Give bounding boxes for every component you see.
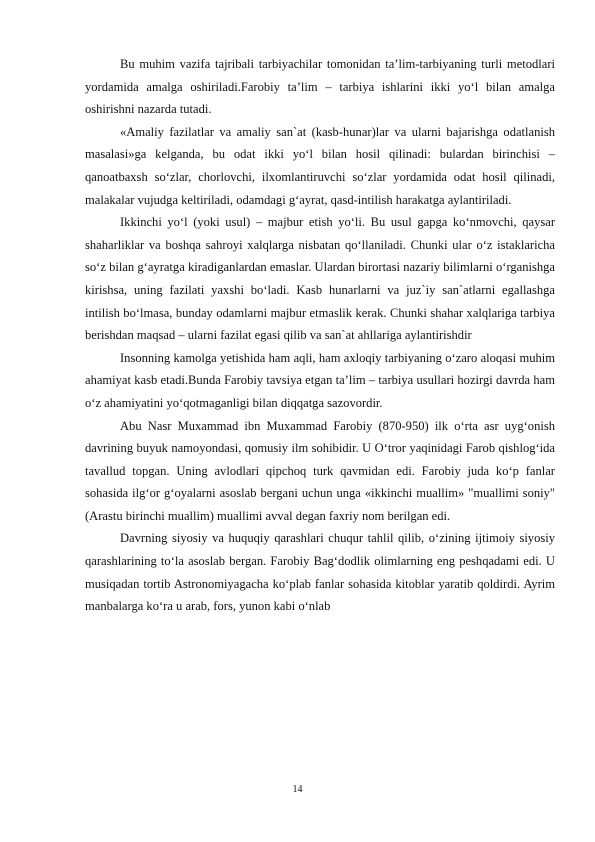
paragraph: Abu Nasr Muxammad ibn Muxammad Farobiy (870-950) ilk o‘rta asr uyg‘onish davrining buyuk namoyondasi, qomusiy ilm sohibidir. U O‘tror yaqinidagi Farob qishlog‘ida tavallud topgan. Uning avlodlari qipchoq turk qavmidan edi. Farobiy juda ko‘p fanlar sohasida ilg‘or g‘oyalarni asoslab bergani uchun unga «ikkinchi muallim» "muallimi soniy" (Arastu birinchi muallim) muallimi avval degan faxriy nom berilgan edi.: [85, 418, 555, 523]
document-page: [85, 53, 555, 618]
paragraph: «Amaliy fazilatlar va amaliy san`at (kasb-hunar)lar va ularni bajarishga odatlanish masalasi»ga kelganda, bu odat ikki yo‘l bilan hosil qilinadi: bulardan birinchisi – qanoatbaxsh so‘zlar, chorlovchi, ilxomlantiruvchi so‘zlar yordamida odat hosil qilinadi, malakalar vujudga keltiriladi, odamdagi g‘ayrat, qasd-intilish harakatga aylantiriladi.: [85, 124, 555, 207]
page-number: 14: [292, 784, 303, 795]
paragraph: Ikkinchi yo‘l (yoki usul) – majbur etish yo‘li. Bu usul gapga ko‘nmovchi, qaysar shaharliklar va boshqa sahroyi xalqlarga nisbatan qo‘llaniladi. Chunki ular o‘z istaklaricha so‘z bilan g‘ayratga kiradiganlardan emaslar. Ulardan birortasi nazariy bilimlarni o‘rganishga kirishsa, uning fazilati yaxshi bo‘ladi. Kasb hunarlarni va juz`iy san`atlarni egallashga intilish bo‘lmasa, bunday odamlarni majbur etmaslik kerak. Chunki shahar xalqlariga tarbiya berishdan maqsad – ularni fazilat egasi qilib va san`at ahllariga aylantirishdir: [85, 215, 555, 343]
paragraph: Bu muhim vazifa tajribali tarbiyachilar tomonidan ta’lim-tarbiyaning turli metodlari yordamida amalga oshiriladi.Farobiy ta’lim – tarbiya ishlarini ikki yo‘l bilan amalga oshirishni nazarda tutadi.: [85, 57, 555, 117]
paragraph: Insonning kamolga yetishida ham aqli, ham axloqiy tarbiyaning o‘zaro aloqasi muhim ahamiyat kasb etadi.Bunda Farobiy tavsiya etgan ta’lim – tarbiya usullari hozirgi davrda ham o‘z ahamiyatini yo‘qotmaganligi bilan diqqatga sazovordir.: [85, 350, 555, 410]
paragraph: Davrning siyosiy va huquqiy qarashlari chuqur tahlil qilib, o‘zining ijtimoiy siyosiy qarashlarining to‘la asoslab bergan. Farobiy Bag‘dodlik olimlarning eng peshqadami edi. U musiqadan tortib Astronomiyagacha ko‘plab fanlar sohasida kitoblar yaratib qoldirdi. Ayrim manbalarga ko‘ra u arab, fors, yunon kabi o‘nlab: [85, 531, 555, 614]
